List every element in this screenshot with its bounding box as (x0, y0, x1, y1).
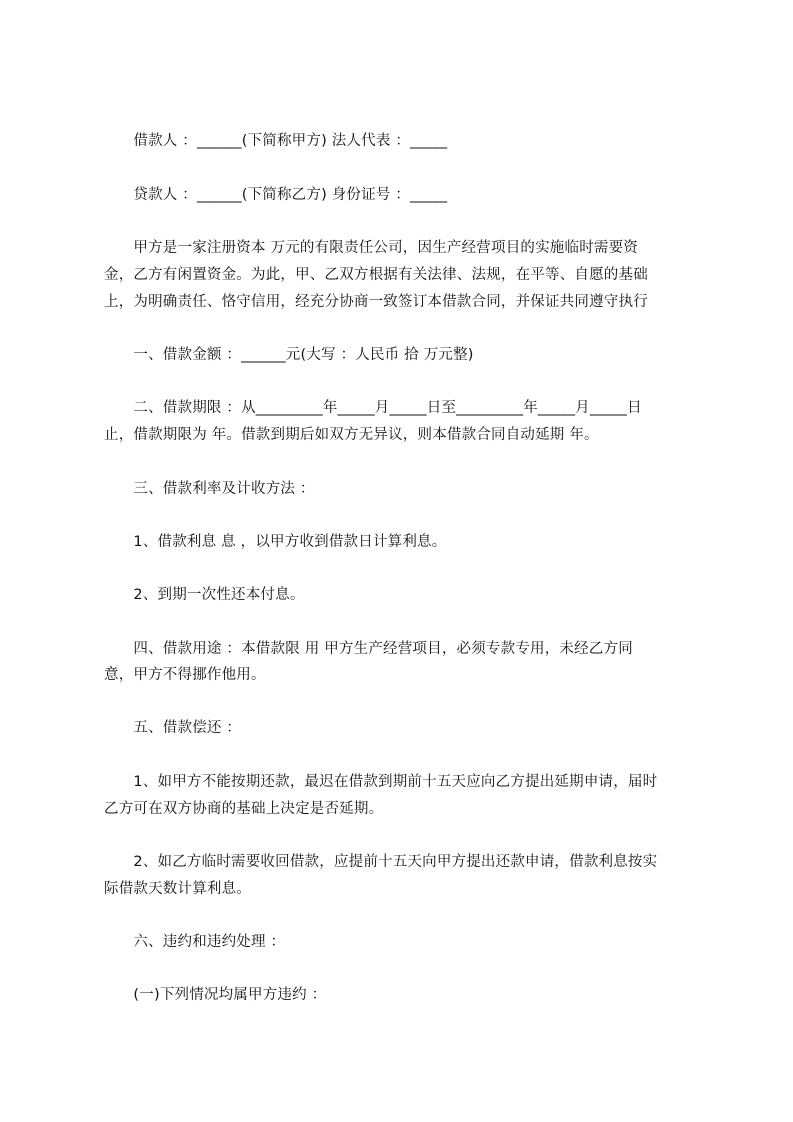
clause-1-amount: 一、借款金额 ：______元(大写 ：人民币 拾 万元整) (104, 347, 474, 363)
clause-4-purpose-line-2: 意，甲方不得挪作他用。 (104, 667, 266, 683)
clause-5-heading: 五、借款偿还 ： (104, 720, 242, 736)
clause-3-item-1: 1、借款利息 息 ，以甲方收到借款日计算利息。 (104, 534, 447, 550)
clause-6-sub-heading: (一)下列情况均属甲方违约 ： (104, 987, 327, 1003)
clause-5-item-1-line-2: 乙方可在双方协商的基础上决定是否延期。 (104, 801, 384, 817)
clause-2-term-line-2: 止，借款期限为 年。借款到期后如双方无异议，则本借款合同自动延期 年。 (104, 427, 599, 443)
preamble-line-1: 甲方是一家注册资本 万元的有限责任公司，因生产经营项目的实施临时需要资 (104, 240, 639, 256)
clause-3-item-2: 2、到期一次性还本付息。 (104, 587, 305, 603)
clause-4-purpose-line-1: 四、借款用途 ：本借款限 用 甲方生产经营项目，必须专款专用，未经乙方同 (104, 641, 633, 657)
clause-2-term-line-1: 二、借款期限 ：从_________年_____月_____日至_________年_____月_____日 (104, 400, 642, 416)
clause-6-heading: 六、违约和违约处理 ： (104, 934, 286, 950)
preamble-line-2: 金，乙方有闲置资金。为此，甲、乙双方根据有关法律、法规，在平等、自愿的基础 (104, 267, 648, 283)
borrower-line: 借款人 ：______(下简称甲方) 法人代表 ：_____ (104, 133, 448, 149)
clause-3-heading: 三、借款利率及计收方法 ： (104, 481, 315, 497)
clause-5-item-1-line-1: 1、如甲方不能按期还款，最迟在借款到期前十五天应向乙方提出延期申请，届时 (104, 774, 658, 790)
preamble-line-3: 上，为明确责任、恪守信用，经充分协商一致签订本借款合同，并保证共同遵守执行 (104, 294, 648, 310)
clause-5-item-2-line-1: 2、如乙方临时需要收回借款，应提前十五天向甲方提出还款申请，借款利息按实 (104, 854, 658, 870)
lender-line: 贷款人 ：______(下简称乙方) 身份证号 ：_____ (104, 187, 448, 203)
clause-5-item-2-line-2: 际借款天数计算利息。 (104, 881, 251, 897)
